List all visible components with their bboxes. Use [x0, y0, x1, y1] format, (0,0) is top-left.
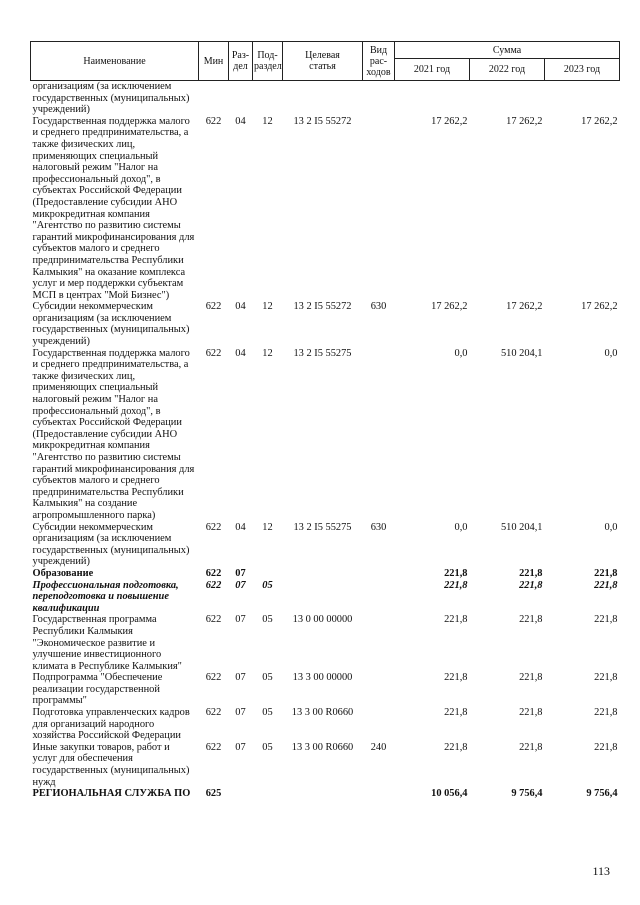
row-2021: 221,8 — [444, 567, 468, 579]
row-2022: 221,8 — [519, 707, 543, 719]
row-razdel — [229, 81, 253, 116]
row-2022: 17 262,2 — [506, 301, 543, 313]
row-podrazdel — [253, 568, 283, 580]
row-target: 13 3 00 R0660 — [291, 741, 354, 753]
row-name: организациям (за исключением государственных (муниципальных) учреждений) — [32, 81, 190, 116]
row-2023: 221,8 — [594, 672, 618, 684]
row-razdel: 07 — [235, 741, 246, 753]
row-2021: 10 056,4 — [431, 788, 468, 800]
row-target: 13 3 00 R0660 — [291, 707, 354, 719]
table-row — [31, 348, 620, 522]
row-min: 622 — [205, 707, 222, 719]
row-2023: 221,8 — [594, 567, 618, 579]
row-2023: 17 262,2 — [581, 301, 618, 313]
row-name: Субсидии некоммерческим организациям (за исключением государственных (муниципальных) учреждений) — [32, 521, 190, 568]
row-vid — [363, 614, 395, 672]
row-2022: 9 756,4 — [511, 788, 543, 800]
row-name: Государственная программа Республики Калмыкия "Экономическое развитие и улучшение инвестиционного климата в Республике Калмыкия" — [32, 614, 182, 672]
row-min: 622 — [205, 301, 222, 313]
row-target: 13 2 I5 55272 — [293, 115, 352, 127]
table-row — [31, 580, 620, 615]
row-name: РЕГИОНАЛЬНАЯ СЛУЖБА ПО — [32, 788, 191, 800]
row-podrazdel: 12 — [262, 521, 273, 533]
row-vid — [363, 81, 395, 116]
row-2023: 221,8 — [594, 707, 618, 719]
header-razdel: Раз- дел — [229, 42, 253, 81]
row-target: 13 0 00 00000 — [292, 614, 353, 626]
row-target: 13 2 I5 55275 — [293, 521, 352, 533]
row-2021 — [395, 81, 470, 116]
row-min: 622 — [205, 672, 222, 684]
row-vid — [363, 348, 395, 522]
row-min: 625 — [205, 788, 222, 800]
row-vid — [363, 568, 395, 580]
row-podrazdel: 12 — [262, 115, 273, 127]
header-target: Целевая статья — [283, 42, 363, 81]
row-vid: 630 — [370, 301, 387, 313]
row-name: Государственная поддержка малого и среднего предпринимательства, а также физических лиц, применяющих специальный налоговый режим "Налог на профессиональный доход", в субъектах Российской Федерации (Предоставление субсидии АНО микрокредитная компания "Агентство по развитию системы гарантий микрофинансирования для субъектов малого и среднего предпринимательства Республики Калмыкия" на оказание комплекса услуг и мер поддержки субъектам МСП в центрах "Мой Бизнес") — [32, 115, 195, 301]
row-vid — [363, 788, 395, 800]
row-2022: 221,8 — [519, 672, 543, 684]
row-razdel: 07 — [235, 707, 246, 719]
row-2023: 17 262,2 — [581, 115, 618, 127]
row-min: 622 — [205, 741, 222, 753]
table-row — [31, 301, 620, 347]
row-vid — [363, 580, 395, 615]
row-min: 622 — [205, 567, 222, 579]
header-2021: 2021 год — [395, 59, 470, 81]
row-vid — [363, 707, 395, 742]
row-2022: 221,8 — [519, 741, 543, 753]
row-target — [283, 81, 363, 116]
row-2023: 0,0 — [604, 521, 618, 533]
row-2023: 221,8 — [594, 614, 618, 626]
row-podrazdel: 12 — [262, 301, 273, 313]
row-razdel: 07 — [235, 614, 246, 626]
row-name: Иные закупки товаров, работ и услуг для обеспечения государственных (муниципальных) нужд — [32, 741, 190, 788]
row-2023 — [545, 81, 620, 116]
row-2021: 17 262,2 — [431, 115, 468, 127]
row-podrazdel — [253, 81, 283, 116]
row-razdel — [229, 788, 253, 800]
row-vid: 240 — [370, 741, 387, 753]
row-target — [283, 788, 363, 800]
row-min — [199, 81, 229, 116]
row-2023: 9 756,4 — [586, 788, 618, 800]
header-2022: 2022 год — [470, 59, 545, 81]
table-row — [31, 568, 620, 580]
table-row — [31, 788, 620, 800]
row-podrazdel: 05 — [262, 741, 273, 753]
header-podrazdel: Под- раздел — [253, 42, 283, 81]
table-row — [31, 522, 620, 568]
row-2022: 510 204,1 — [500, 521, 543, 533]
row-min: 622 — [205, 521, 222, 533]
row-2021: 221,8 — [444, 672, 468, 684]
table-header — [31, 42, 620, 81]
row-min: 622 — [205, 115, 222, 127]
row-name: Подготовка управленческих кадров для организаций народного хозяйства Российской Федерации — [32, 707, 190, 742]
header-sum: Сумма — [395, 42, 620, 59]
table-body — [31, 81, 620, 800]
row-razdel: 04 — [235, 301, 246, 313]
header-2023: 2023 год — [545, 59, 620, 81]
row-2021: 221,8 — [444, 741, 468, 753]
table-row — [31, 116, 620, 302]
row-target: 13 2 I5 55272 — [293, 301, 352, 313]
row-2023: 221,8 — [594, 579, 618, 591]
row-vid: 630 — [370, 521, 387, 533]
row-vid — [363, 116, 395, 302]
row-target — [283, 568, 363, 580]
row-podrazdel: 05 — [262, 614, 273, 626]
row-2022: 221,8 — [519, 579, 543, 591]
table-row — [31, 707, 620, 742]
row-podrazdel: 05 — [262, 579, 273, 591]
row-2022: 221,8 — [519, 567, 543, 579]
row-target — [283, 580, 363, 615]
row-2021: 221,8 — [444, 614, 468, 626]
row-podrazdel: 05 — [262, 672, 273, 684]
table-row — [31, 81, 620, 116]
row-podrazdel — [253, 788, 283, 800]
row-2021: 221,8 — [444, 579, 468, 591]
row-razdel: 04 — [235, 521, 246, 533]
row-razdel: 04 — [235, 347, 246, 359]
row-podrazdel: 05 — [262, 707, 273, 719]
row-razdel: 04 — [235, 115, 246, 127]
row-2023: 221,8 — [594, 741, 618, 753]
row-name: Государственная поддержка малого и среднего предпринимательства, а также физических лиц, применяющих специальный налоговый режим "Налог на профессиональный доход", в субъектах Российской Федерации (Предоставление субсидии АНО микрокредитная компания "Агентство по развитию системы гарантий микрофинансирования для субъектов малого и среднего предпринимательства Республики Калмыкия" на создание агропромышленного парка) — [32, 347, 195, 521]
row-name: Образование — [32, 567, 94, 579]
table-row — [31, 614, 620, 672]
row-2021: 0,0 — [454, 347, 468, 359]
table-row — [31, 742, 620, 788]
header-min: Мин — [199, 42, 229, 81]
row-min: 622 — [205, 579, 222, 591]
page-number: 113 — [592, 864, 610, 878]
row-name: Профессиональная подготовка, переподготовка и повышение квалификации — [32, 579, 179, 614]
row-vid — [363, 672, 395, 707]
row-razdel: 07 — [235, 672, 246, 684]
row-2022: 221,8 — [519, 614, 543, 626]
row-razdel: 07 — [235, 567, 246, 579]
row-podrazdel: 12 — [262, 347, 273, 359]
header-vid: Вид рас- ходов — [363, 42, 395, 81]
header-name: Наименование — [31, 42, 199, 81]
row-2022: 17 262,2 — [506, 115, 543, 127]
row-name: Субсидии некоммерческим организациям (за исключением государственных (муниципальных) учреждений) — [32, 301, 190, 348]
budget-table — [30, 41, 620, 800]
row-2022 — [470, 81, 545, 116]
row-name: Подпрограмма "Обеспечение реализации государственной программы" — [32, 672, 163, 707]
row-2021: 221,8 — [444, 707, 468, 719]
row-2023: 0,0 — [604, 347, 618, 359]
row-target: 13 3 00 00000 — [292, 672, 353, 684]
row-2021: 0,0 — [454, 521, 468, 533]
row-min: 622 — [205, 347, 222, 359]
row-target: 13 2 I5 55275 — [293, 347, 352, 359]
table-row — [31, 672, 620, 707]
row-min: 622 — [205, 614, 222, 626]
row-razdel: 07 — [235, 579, 246, 591]
row-2022: 510 204,1 — [500, 347, 543, 359]
row-2021: 17 262,2 — [431, 301, 468, 313]
